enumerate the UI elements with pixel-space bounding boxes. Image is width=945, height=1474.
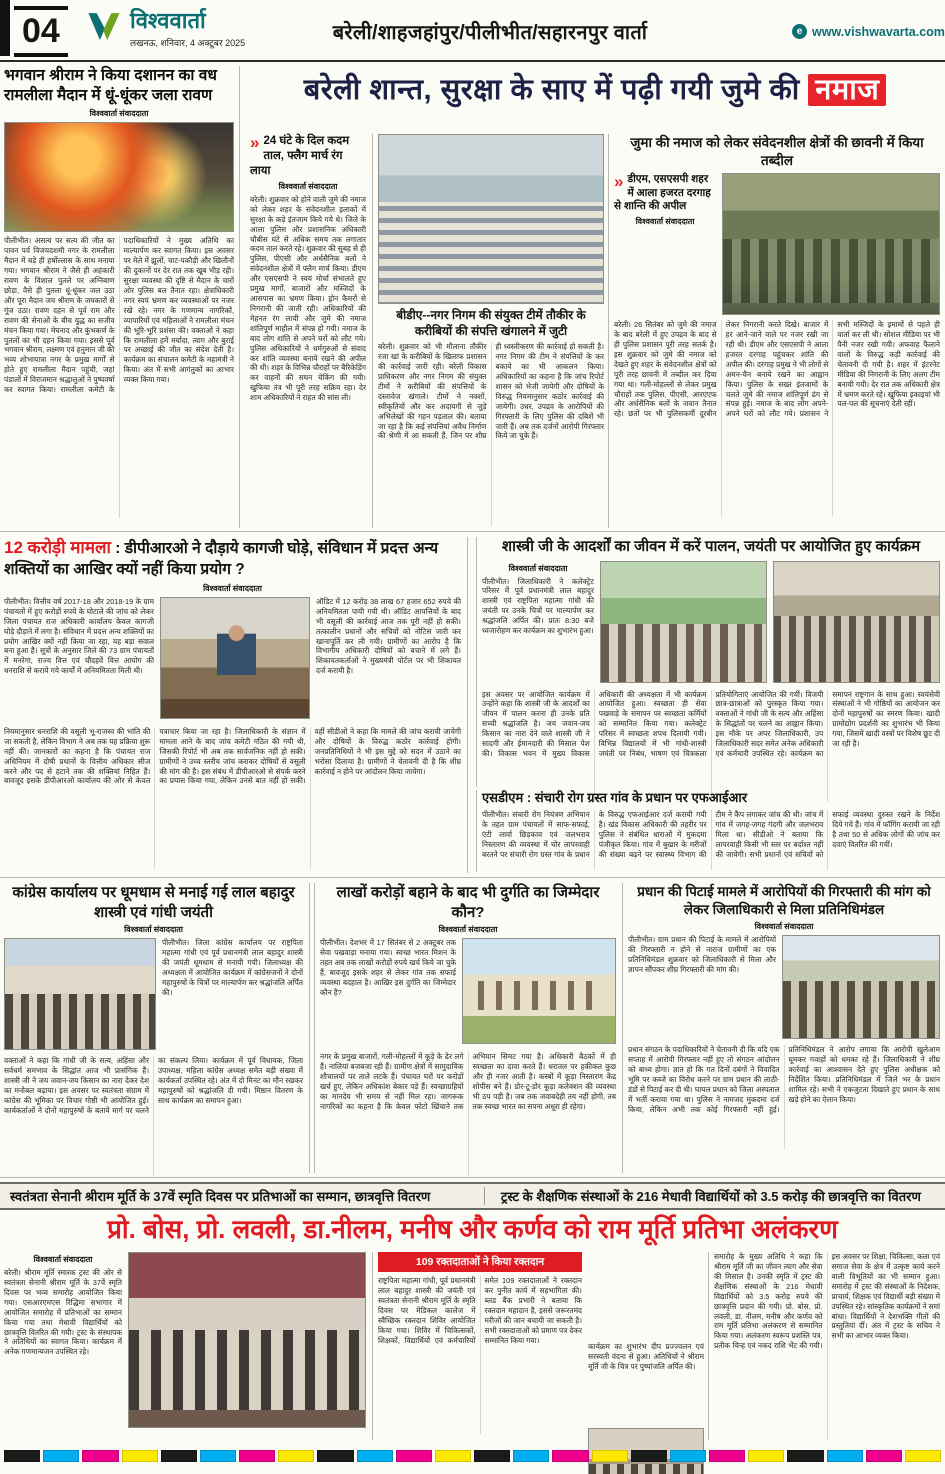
blood-donation-block xyxy=(372,1252,582,1440)
shastri-body-rest: इस अवसर पर आयोजित कार्यक्रम में उन्होंने कहा कि शास्त्री जी के आदर्शों का जीवन में पालन करना ही उनके प्रति सच्ची श्रद्धांजलि है। जय जवान-जय किसान का नारा देने वाले शास्त्री जी ने सादगी और ईमानदारी की मिसाल पेश की। विकास भवन में मुख्य विकास अधिकारी की अध्यक्षता में भी कार्यक्रम आयोजित हुआ। स्वच्छता ही सेवा पखवाड़े के समापन पर स्वच्छता कर्मियों को सम्मानित किया गया। कलेक्ट्रेट परिसर में स्वच्छता शपथ दिलायी गयी। विभिन्न विद्यालयों में भी गांधी-शास्त्री जयंती पर निबंध, भाषण एवं चित्रकला प्रतियोगिताएं आयोजित की गयीं। विजयी छात्र-छात्राओं को पुरस्कृत किया गया। वक्ताओं ने गांधी जी के सत्य और अहिंसा के सिद्धांतों पर चलने का आह्वान किया। इस मौके पर अपर जिलाधिकारी, उप जिलाधिकारी सदर समेत अनेक अधिकारी एवं कर्मचारी उपस्थित रहे। कार्यक्रम का समापन राष्ट्रगान के साथ हुआ। स्वयंसेवी संस्थाओं ने भी गोष्ठियों का आयोजन कर दोनों महापुरुषों का स्मरण किया। खादी ग्रामोद्योग प्रदर्शनी का शुभारंभ भी किया गया, जिसमें खादी वस्त्रों पर विशेष छूट दी जा रही है। xyxy=(482,689,940,759)
durgati-body-rest: नगर के प्रमुख बाजारों, गली-मोहल्लों में कूड़े के ढेर लगे हैं। नालियां बजबजा रही हैं। ग्रामीण क्षेत्रों में सामुदायिक शौचालयों पर ताले लटके हैं। पंचायत घरों पर करोड़ों खर्च हुए, लेकिन अधिकांश बेकार पड़े हैं। स्वच्छाग्रहियों का मानदेय भी समय से नहीं मिल रहा। जागरूक नागरिकों का कहना है कि केवल फोटो खिंचाने तक अभियान सिमट गया है। अधिकारी बैठकों में ही स्वच्छता का दावा करते हैं। धरातल पर हकीकत कुछ और ही नजर आती है। कस्बों में कूड़ा निस्तारण केंद्र शोपीस बने हैं। डोर-टू-डोर कूड़ा कलेक्शन की व्यवस्था भी ठप पड़ी है। जब तक जवाबदेही तय नहीं होगी, तब तक स्वच्छ भारत का सपना अधूरा ही रहेगा। xyxy=(320,1052,616,1111)
pitai-headline: प्रधान की पिटाई मामले में आरोपियों की गिरफ्तारी की मांग को लेकर जिलाधिकारी से मिला प्रतिनिधिमंडल xyxy=(637,884,931,918)
byline: विश्ववार्ता संवाददाता xyxy=(124,925,183,934)
color-swatch xyxy=(552,1450,588,1462)
color-swatch xyxy=(122,1450,158,1462)
byline: विश्ववार्ता संवाददाता xyxy=(89,109,149,119)
congress-body-rest: वक्ताओं ने कहा कि गांधी जी के सत्य, अहिंसा और सर्वधर्म समभाव के सिद्धांत आज भी प्रासंगिक हैं। शास्त्री जी ने जय जवान-जय किसान का नारा देकर देश का मनोबल बढ़ाया। इस अवसर पर स्वतंत्रता संग्राम में कांग्रेस की भूमिका पर विचार गोष्ठी भी आयोजित हुई। कार्यकर्ताओं ने दोनों महापुरुषों के बताये मार्ग पर चलने का संकल्प लिया। कार्यक्रम में पूर्व विधायक, जिला उपाध्यक्ष, महिला कांग्रेस अध्यक्ष समेत बड़ी संख्या में कार्यकर्ता उपस्थित रहे। अंत में दो मिनट का मौन रखकर महापुरुषों को श्रद्धांजलि दी गयी। मिष्ठान वितरण के साथ कार्यक्रम का समापन हुआ। xyxy=(4,1056,303,1115)
article-flagmarch xyxy=(250,134,366,528)
photo-security-forces xyxy=(722,173,940,315)
color-swatch xyxy=(435,1450,471,1462)
color-swatch xyxy=(592,1450,628,1462)
color-swatch xyxy=(866,1450,902,1462)
masthead-title: विश्ववार्ता xyxy=(130,8,206,33)
globe-icon: e xyxy=(792,24,807,39)
photo-swachhta-building xyxy=(462,938,616,1044)
color-swatch xyxy=(4,1450,40,1462)
color-swatch xyxy=(631,1450,667,1462)
congress-headline: कांग्रेस कार्यालय पर धूमधाम से मनाई गई लाल बहादुर शास्त्री एवं गांधी जयंती xyxy=(12,884,295,921)
officer-figure xyxy=(217,624,255,674)
color-swatch xyxy=(513,1450,549,1462)
byline: विश्ववार्ता संवाददाता xyxy=(278,181,338,191)
flagmarch-quote: » 24 घंटे के दिल कदम ताल, फ्लैग मार्च रंग लाया xyxy=(250,133,350,177)
color-swatch xyxy=(748,1450,784,1462)
color-swatch xyxy=(161,1450,197,1462)
award-small-column xyxy=(588,1342,704,1440)
article-sdm-fir xyxy=(476,790,940,872)
color-swatch xyxy=(787,1450,823,1462)
photo-shastri-event-2 xyxy=(773,561,940,683)
shastri-body-a: पीलीभीत। जिलाधिकारी ने कलेक्ट्रेट परिसर में पूर्व प्रधानमंत्री लाल बहादुर शास्त्री एवं राष्ट्रपिता महात्मा गांधी की जयंती पर उनके चित्रों पर माल्यार्पण कर श्रद्धांजलि अर्पित की। प्रातः 8:30 बजे ध्वजारोहण कर कार्यक्रम का शुभारंभ हुआ। xyxy=(482,576,594,636)
byline: विश्ववार्ता संवाददाता xyxy=(754,922,814,932)
crore-headline-lead: 12 करोड़ी मामला xyxy=(4,538,111,557)
shastri-headline: शास्त्री जी के आदर्शों का जीवन में करें पालन, जयंती पर आयोजित हुए कार्यक्रम xyxy=(501,538,921,555)
byline: विश्ववार्ता संवाददाता xyxy=(508,563,568,573)
award-body-right: समारोह के मुख्य अतिथि ने कहा कि श्रीराम मूर्ति जी का जीवन त्याग और सेवा की मिसाल है। उनकी स्मृति में ट्रस्ट की शैक्षणिक संस्थाओं के 216 मेधावी विद्यार्थियों को 3.5 करोड़ रुपये की छात्रवृत्ति प्रदान की गयी। प्रो. बोस, प्रो. लवली, डा. नीलम, मनीष और कर्णव को राम मूर्ति प्रतिभा अलंकरण से सम्मानित किया गया। अलंकरण स्वरूप प्रशस्ति पत्र, प्रतीक चिन्ह एवं नकद राशि भेंट की गयी। इस अवसर पर शिक्षा, चिकित्सा, कला एवं समाज सेवा के क्षेत्र में उत्कृष्ट कार्य करने वाली विभूतियों का भी सम्मान हुआ। समारोह में ट्रस्ट की संस्थाओं के निदेशक, प्राचार्य, शिक्षक एवं विद्यार्थी बड़ी संख्या में उपस्थित रहे। सांस्कृतिक कार्यक्रमों ने समां बांधा। विद्यार्थियों ने देशभक्ति गीतों की प्रस्तुतियां दीं। अंत में ट्रस्ट के सचिव ने सभी का आभार व्यक्त किया। xyxy=(714,1252,940,1351)
masthead-block xyxy=(86,10,245,49)
quote-mark-icon: » xyxy=(614,172,624,192)
banner-strip xyxy=(0,1182,945,1210)
article-durgati xyxy=(314,883,616,1173)
byline: विश्ववार्ता संवाददाता xyxy=(203,583,262,593)
color-swatch xyxy=(43,1450,79,1462)
banner-right-text: ट्रस्ट के शैक्षणिक संस्थाओं के 216 मेधावी विद्यार्थियों को 3.5 करोड़ की छात्रवृत्ति का वितरण xyxy=(484,1187,935,1205)
website-link xyxy=(792,24,945,39)
byline: विश्ववार्ता संवाददाता xyxy=(438,925,498,934)
crore-body-a: पीलीभीत। वित्तीय वर्ष 2017-18 और 2018-19 के ग्राम पंचायतों में हुए करोड़ों रुपये के घोटाले की जांच को लेकर जिला पंचायत राज अधिकारी कार्यालय केवल कागजी घोड़े दौड़ाने में लगा है। संविधान में प्रदत्त अन्य शक्तियों का प्रयोग आखिर क्यों नहीं किया जा रहा, यह बड़ा सवाल बना हुआ है। सूत्रों के अनुसार जिले की 73 ग्राम पंचायतों में मनरेगा, राज्य वित्त एवं चौदहवें वित्त आयोग की धनराशि से कराये गये कार्यों में अनियमितता मिली थी। xyxy=(4,596,154,676)
juma-headline: जुमा की नमाज को लेकर संवेदनशील क्षेत्रों की छावनी में किया तब्दील xyxy=(630,135,924,168)
award-right-column xyxy=(708,1252,940,1440)
delegation-people xyxy=(783,981,939,1038)
photo-juma-namaz xyxy=(378,134,604,304)
flagmarch-body: बरेली। शुक्रवार को होने वाली जुमे की नमाज को लेकर शहर के संवेदनशील इलाकों में सुरक्षा के कड़े इंतजाम किये गये थे। जिले के आला पुलिस और प्रशासनिक अधिकारी चौबीस घंटे से अधिक समय तक लगातार कदम ताल करते रहे। शुक्रवार की सुबह से ही पुलिस, पीएसी और अर्धसैनिक बलों ने संवेदनशील क्षेत्रों में फ्लैग मार्च किया। डीएम और एसएसपी ने स्वयं मोर्चा संभालते हुए प्रमुख मार्गों, बाजारों और मस्जिदों के आसपास का भ्रमण किया। ड्रोन कैमरों से निगरानी की जाती रही। अधिकारियों की मेहनत रंग लायी और जुमे की नमाज शांतिपूर्ण माहौल में संपन्न हो गयी। नमाज के बाद लोग शांति से अपने घरों को लौट गये। पुलिस अधिकारियों ने धर्मगुरुओं से संवाद कर शांति व्यवस्था बनाये रखने की अपील की थी। शहर के विभिन्न चौराहों पर बैरिकेडिंग कर वाहनों की सघन चेकिंग की गयी। खुफिया तंत्र भी पूरी तरह सक्रिय रहा। देर शाम अधिकारियों ने राहत की सांस ली। xyxy=(250,194,366,403)
divider xyxy=(0,531,945,532)
pitai-body-rest: प्रधान संगठन के पदाधिकारियों ने चेतावनी दी कि यदि एक सप्ताह में आरोपी गिरफ्तार नहीं हुए तो संगठन आंदोलन को बाध्य होगा। ज्ञात हो कि गत दिनों दबंगों ने विवादित भूमि पर कब्जे का विरोध करने पर ग्राम प्रधान की लाठी-डंडों से पिटाई कर दी थी। घायल प्रधान को जिला अस्पताल में भर्ती कराया गया था। पुलिस ने नामजद मुकदमा दर्ज किया, लेकिन अभी तक कोई गिरफ्तारी नहीं हुई। प्रतिनिधिमंडल ने आरोप लगाया कि आरोपी खुलेआम घूमकर गवाहों को धमका रहे हैं। जिलाधिकारी ने शीघ्र कार्रवाई का आश्वासन देते हुए पुलिस अधीक्षक को निर्देशित किया। प्रतिनिधिमंडल में जिले भर के प्रधान शामिल रहे। सभी ने एकजुटता दिखाते हुए प्रधान के साथ खड़े होने का ऐलान किया। xyxy=(628,1045,940,1114)
namaz-crowd xyxy=(379,206,603,303)
region-strip: बरेली/शाहजहांपुर/पीलीभीत/सहारनपुर वार्ता xyxy=(332,22,648,44)
article-shastri xyxy=(476,537,940,787)
photo-delegation-dm xyxy=(782,935,940,1039)
pitai-body-a: पीलीभीत। ग्राम प्रधान की पिटाई के मामले में आरोपियों की गिरफ्तारी न होने से नाराज ग्रामीणों का एक प्रतिनिधिमंडल शुक्रवार को जिलाधिकारी से मिला और ज्ञापन सौंपकर शीघ्र गिरफ्तारी की मांग की। xyxy=(628,935,776,975)
divider xyxy=(0,1177,945,1178)
color-swatch xyxy=(200,1450,236,1462)
article-congress xyxy=(4,883,310,1173)
photo-dpro-office xyxy=(160,597,310,719)
banner-left-text: स्वतंत्रता सेनानी श्रीराम मूर्ति के 37वें स्मृति दिवस पर प्रतिभाओं का सम्मान, छात्रवृत्ति वितरण xyxy=(10,1189,431,1204)
blood-body: राष्ट्रपिता महात्मा गांधी, पूर्व प्रधानमंत्री लाल बहादुर शास्त्री की जयंती एवं स्वतंत्रता सेनानी श्रीराम मूर्ति के स्मृति दिवस पर मेडिकल कालेज में स्वैच्छिक रक्तदान शिविर आयोजित किया गया। शिविर में चिकित्सकों, शिक्षकों, विद्यार्थियों एवं कर्मचारियों समेत 109 रक्तदाताओं ने रक्तदान कर पुनीत कार्य में सहभागिता की। ब्लड बैंक प्रभारी ने बताया कि रक्तदान महादान है, इससे जरूरतमंद मरीजों की जान बचायी जा सकती है। सभी रक्तदाताओं को प्रमाण पत्र देकर सम्मानित किया गया। xyxy=(378,1276,582,1345)
juma-body: बरेली। 26 सितंबर को जुमे की नमाज के बाद बरेली में हुए उपद्रव के बाद से ही पुलिस प्रशासन पूरी तरह सतर्क है। इस शुक्रवार को जुमे की नमाज को देखते हुए शहर के संवेदनशील क्षेत्रों को पूरी तरह छावनी में तब्दील कर दिया गया था। गली-मोहल्लों से लेकर प्रमुख चौराहों तक पुलिस, पीएसी, आरएएफ और अर्धसैनिक बलों के जवान तैनात रहे। छतों पर भी पुलिसकर्मी दूरबीन लेकर निगरानी करते दिखे। बाजार में हर आने-जाने वाले पर नजर रखी जा रही थी। डीएम और एसएसपी ने आला हजरत दरगाह पहुंचकर शांति की अपील की। दरगाह प्रमुख ने भी लोगों से अमन-चैन बनाये रखने का आह्वान किया। पुलिस के सख्त इंतजामों के चलते जुमे की नमाज शांतिपूर्ण ढंग से संपन्न हुई। नमाज के बाद लोग अपने-अपने घरों को लौट गये। प्रशासन ने सभी मस्जिदों के इमामों से पहले ही वार्ता कर ली थी। सोशल मीडिया पर भी पैनी नजर रखी गयी। अफवाह फैलाने वालों के विरुद्ध कड़ी कार्रवाई की चेतावनी दी गयी है। शहर में इंटरनेट मीडिया की निगरानी के लिए अलग टीम बनायी गयी। देर रात तक अधिकारी क्षेत्र में भ्रमण करते रहे। खुफिया इकाइयां भी पल-पल की सूचनाएं देती रहीं। xyxy=(614,320,940,419)
color-swatch xyxy=(827,1450,863,1462)
color-swatch xyxy=(709,1450,745,1462)
header-rule xyxy=(0,60,945,62)
blood-donation-box: 109 रक्तदाताओं ने किया रक्तदान xyxy=(378,1252,582,1272)
crore-headline: 12 करोड़ी मामला : डीपीआरओ ने दौड़ाये कागजी घोड़े, संविधान में प्रदत्त अन्य शक्तियों का आखिर क्यों नहीं किया प्रयोग ? xyxy=(4,538,439,578)
sdm-body: पीलीभीत। संचारी रोग नियंत्रण अभियान के तहत ग्राम पंचायतों में साफ-सफाई, एंटी लार्वा छिड़काव एवं जलभराव निस्तारण की व्यवस्था में घोर लापरवाही बरतने पर संचारी रोग ग्रस्त गांव के प्रधान के विरुद्ध एफआईआर दर्ज करायी गयी है। खंड विकास अधिकारी की तहरीर पर पुलिस ने संबंधित धाराओं में मुकदमा पंजीकृत किया। गांव में बुखार के मरीजों की संख्या बढ़ने पर स्वास्थ्य विभाग की टीम ने कैंप लगाकर जांच की थी। जांच में गांव में जगह-जगह गंदगी और जलभराव मिला था। सीडीओ ने बताया कि लापरवाही किसी भी स्तर पर बर्दाश्त नहीं की जायेगी। सभी प्रधानों एवं सचिवों को सफाई व्यवस्था दुरुस्त रखने के निर्देश दिये गये हैं। गांव में फॉगिंग करायी जा रही है तथा 50 से अधिक लोगों की जांच कर दवाएं वितरित की गयीं। xyxy=(482,809,940,859)
article-pitai xyxy=(622,883,940,1173)
congress-body-a: पीलीभीत। जिला कांग्रेस कार्यालय पर राष्ट्रपिता महात्मा गांधी एवं पूर्व प्रधानमंत्री लाल बहादुर शास्त्री की जयंती धूमधाम से मनायी गयी। जिलाध्यक्ष की अध्यक्षता में आयोजित कार्यक्रम में कांग्रेसजनों ने दोनों महापुरुषों के चित्रों पर माल्यार्पण कर श्रद्धांजलि अर्पित की। xyxy=(162,938,303,997)
color-swatch xyxy=(474,1450,510,1462)
award-headline: प्रो. बोस, प्रो. लवली, डा.नीलम, मनीष और कर्णव को राम मूर्ति प्रतिभा अलंकरण xyxy=(107,1214,838,1244)
sdm-headline: एसडीएम : संचारी रोग ग्रस्त गांव के प्रधान पर एफआईआर xyxy=(482,790,748,805)
event-people xyxy=(774,616,939,682)
photo-award-ceremony xyxy=(128,1252,366,1428)
page-number: 04 xyxy=(14,6,68,57)
print-color-bar xyxy=(4,1450,941,1462)
color-swatch xyxy=(905,1450,941,1462)
durgati-body-a: पीलीभीत। देशभर में 17 सितंबर से 2 अक्टूबर तक सेवा पखवाड़ा मनाया गया। स्वच्छ भारत मिशन के तहत अब तक लाखों करोड़ों रुपये खर्च किये जा चुके हैं, बावजूद इसके शहर से लेकर गांव तक सफाई व्यवस्था बदहाल है। आखिर इस दुर्गति का जिम्मेदार कौन है? xyxy=(320,938,456,997)
color-swatch xyxy=(278,1450,314,1462)
masthead-dateline: लखनऊ, शनिवार, 4 अक्टूबर 2025 xyxy=(130,38,246,48)
edge-fold-bar xyxy=(0,0,10,56)
juma-quote: » डीएम, एसएसपी शहर में आला हजरत दरगाह से शान्ति की अपील xyxy=(614,172,711,213)
color-swatch xyxy=(396,1450,432,1462)
ramlila-headline: भगवान श्रीराम ने किया दशानन का वध रामलीला मैदान में धूं-धूंकर जला रावण xyxy=(4,67,217,105)
divider xyxy=(0,877,945,878)
photo-shastri-event-1 xyxy=(600,561,767,683)
byline: विश्ववार्ता संवाददाता xyxy=(33,1255,93,1264)
stage-people xyxy=(129,1330,365,1410)
congress-people xyxy=(5,994,155,1049)
main-headline-highlight: नमाज xyxy=(808,74,886,106)
group-people xyxy=(589,1464,703,1474)
article-bda xyxy=(372,134,604,528)
troops-row xyxy=(723,239,939,303)
color-swatch xyxy=(670,1450,706,1462)
main-headline: बरेली शान्त, सुरक्षा के साए में पढ़ी गयी जुमे की नमाज xyxy=(250,74,940,107)
bda-body: बरेली। शुक्रवार को भी मौलाना तौकीर रजा खां के करीबियों के खिलाफ प्रशासन की कार्रवाई जारी रही। बरेली विकास प्राधिकरण और नगर निगम की संयुक्त टीमों ने करीबियों की संपत्तियों के दस्तावेज खंगाले। टीमों ने नक्शों, स्वीकृतियों और कर अदायगी से जुड़े अभिलेखों की गहन पड़ताल की। बताया जा रहा है कि कई संपत्तियां अवैध निर्माण की श्रेणी में आ सकती हैं, जिन पर शीघ्र ही ध्वस्तीकरण की कार्रवाई हो सकती है। नगर निगम की टीम ने संपत्तियों के कर बकाये का भी आकलन किया। अधिकारियों का कहना है कि जांच रिपोर्ट शासन को भेजी जायेगी और दोषियों के विरुद्ध नियमानुसार कठोर कार्रवाई की जायेगी। उधर, उपद्रव के आरोपियों की गिरफ्तारी के लिए पुलिस की दबिशें भी जारी हैं। अब तक दर्जनों आरोपी गिरफ्तार किये जा चुके हैं। xyxy=(378,342,604,441)
bda-headline: बीडीए--नगर निगम की संयुक्त टीमें तौकीर के करीबियों की संपत्ति खंगालने में जुटी xyxy=(396,308,586,338)
photo-congress-jayanti xyxy=(4,938,156,1050)
byline: विश्ववार्ता संवाददाता xyxy=(635,217,695,227)
building-windows xyxy=(478,981,600,1010)
color-swatch xyxy=(239,1450,275,1462)
durgati-headline: लाखों करोड़ों बहाने के बाद भी दुर्गति का जिम्मेदार कौन? xyxy=(336,884,600,921)
event-people xyxy=(601,624,766,682)
quote-mark-icon: » xyxy=(250,133,260,152)
color-swatch xyxy=(357,1450,393,1462)
award-body-left: बरेली। श्रीराम मूर्ति स्मारक ट्रस्ट की ओर से स्वतंत्रता सेनानी श्रीराम मूर्ति के 37वें स्मृति दिवस पर भव्य समारोह आयोजित किया गया। एसआरएमएस रिद्धिमा सभागार में आयोजित समारोह में प्रतिभाओं का सम्मान किया गया तथा मेधावी विद्यार्थियों को छात्रवृत्ति वितरित की गयी। ट्रस्ट के संस्थापक ने अतिथियों का स्वागत किया। कार्यक्रम में अनेक गणमान्यजन उपस्थित रहे। xyxy=(4,1268,122,1357)
article-ramlila xyxy=(4,66,240,528)
color-swatch xyxy=(82,1450,118,1462)
crore-body-b: ऑडिट में 12 करोड़ 38 लाख 67 हजार 652 रुपये की अनियमितता पायी गयी थी। ऑडिट आपत्तियों के बाद भी वसूली की कार्रवाई आज तक पूरी नहीं हो सकी। तत्कालीन प्रधानों और सचिवों को नोटिस जारी कर खानापूर्ति कर ली गयी। ग्रामीणों का आरोप है कि विभागीय अधिकारी दोषियों को बचाने में लगे हैं। शिकायतकर्ताओं ने मुख्यमंत्री पोर्टल पर भी शिकायत दर्ज करायी है। xyxy=(316,596,461,676)
masthead-logo-icon xyxy=(86,10,122,49)
award-left-column xyxy=(4,1252,122,1440)
award-body-small: कार्यक्रम का शुभारंभ दीप प्रज्ज्वलन एवं सरस्वती वंदना से हुआ। अतिथियों ने श्रीराम मूर्ति जी के चित्र पर पुष्पांजलि अर्पित की। xyxy=(588,1342,704,1371)
article-juma xyxy=(608,134,940,528)
photo-ravan-dahan xyxy=(4,122,234,232)
article-crore xyxy=(4,537,468,873)
crore-body-rest: नियमानुसार धनराशि की वसूली भू-राजस्व की भांति की जा सकती है, लेकिन विभाग ने अब तक यह प्रक्रिया शुरू नहीं की। जानकारों का कहना है कि पंचायत राज अधिनियम में दोषी प्रधानों के वित्तीय अधिकार सीज करने और पद से हटाने तक की शक्तियां निहित हैं। बावजूद इसके डीपीआरओ कार्यालय की ओर से केवल पत्राचार किया जा रहा है। जिलाधिकारी के संज्ञान में मामला आने के बाद जांच कमेटी गठित की गयी थी, जिसकी रिपोर्ट भी अब तक सार्वजनिक नहीं हो सकी। ग्रामीणों ने उच्च स्तरीय जांच कराकर दोषियों से वसूली की मांग की है। इस संबंध में डीपीआरओ से संपर्क करने का प्रयास किया गया, लेकिन उनसे बात नहीं हो सकी। वहीं सीडीओ ने कहा कि मामले की जांच करायी जायेगी और दोषियों के विरुद्ध कठोर कार्रवाई होगी। जनप्रतिनिधियों ने भी इस मुद्दे को सदन में उठाने का भरोसा दिलाया है। ग्रामीणों ने चेतावनी दी है कि शीघ्र कार्रवाई न होने पर आंदोलन किया जायेगा। xyxy=(4,726,461,786)
website-url: www.vishwavarta.com xyxy=(812,24,945,39)
ramlila-body: पीलीभीत। असत्य पर सत्य की जीत का पावन पर्व विजयदशमी नगर के रामलीला मैदान में बड़े ही हर्षोल्लास के साथ मनाया गया। भगवान श्रीराम ने जैसे ही अहंकारी रावण के विशाल पुतले पर अग्निबाण छोड़ा, वैसे ही पुतला धूं-धूंकर जल उठा और पूरा मैदान जय श्रीराम के जयकारों से गूंज उठा। रावण दहन से पूर्व राम और रावण की सेनाओं के बीच युद्ध का सजीव मंचन किया गया। मेघनाद और कुंभकर्ण के पुतलों का भी दहन किया गया। इससे पूर्व भगवान श्रीराम, लक्ष्मण एवं हनुमान जी की भव्य शोभायात्रा नगर के प्रमुख मार्गों से होते हुए रामलीला मैदान पहुंची, जहां पंडालों में विराजमान श्रद्धालुओं ने पुष्पवर्षा कर स्वागत किया। रामलीला कमेटी के पदाधिकारियों ने मुख्य अतिथि का माल्यार्पण कर स्वागत किया। इस अवसर पर मेले में झूलों, चाट-पकौड़ी और खिलौनों की दुकानों पर देर रात तक खूब भीड़ रही। सुरक्षा व्यवस्था की दृष्टि से मैदान के चारों ओर पुलिस बल तैनात रहा। क्षेत्राधिकारी नगर स्वयं भ्रमण कर व्यवस्थाओं पर नजर रखे रहे। नगर के गणमान्य नागरिकों, व्यापारियों एवं महिलाओं ने रामलीला मंचन की भूरि-भूरि प्रशंसा की। वक्ताओं ने कहा कि रामलीला हमें मर्यादा, त्याग और बुराई पर अच्छाई की जीत का संदेश देती है। कार्यक्रम का संचालन कमेटी के महामंत्री ने किया। अंत में सभी आगंतुकों का आभार व्यक्त किया गया। xyxy=(4,236,234,395)
color-swatch xyxy=(317,1450,353,1462)
